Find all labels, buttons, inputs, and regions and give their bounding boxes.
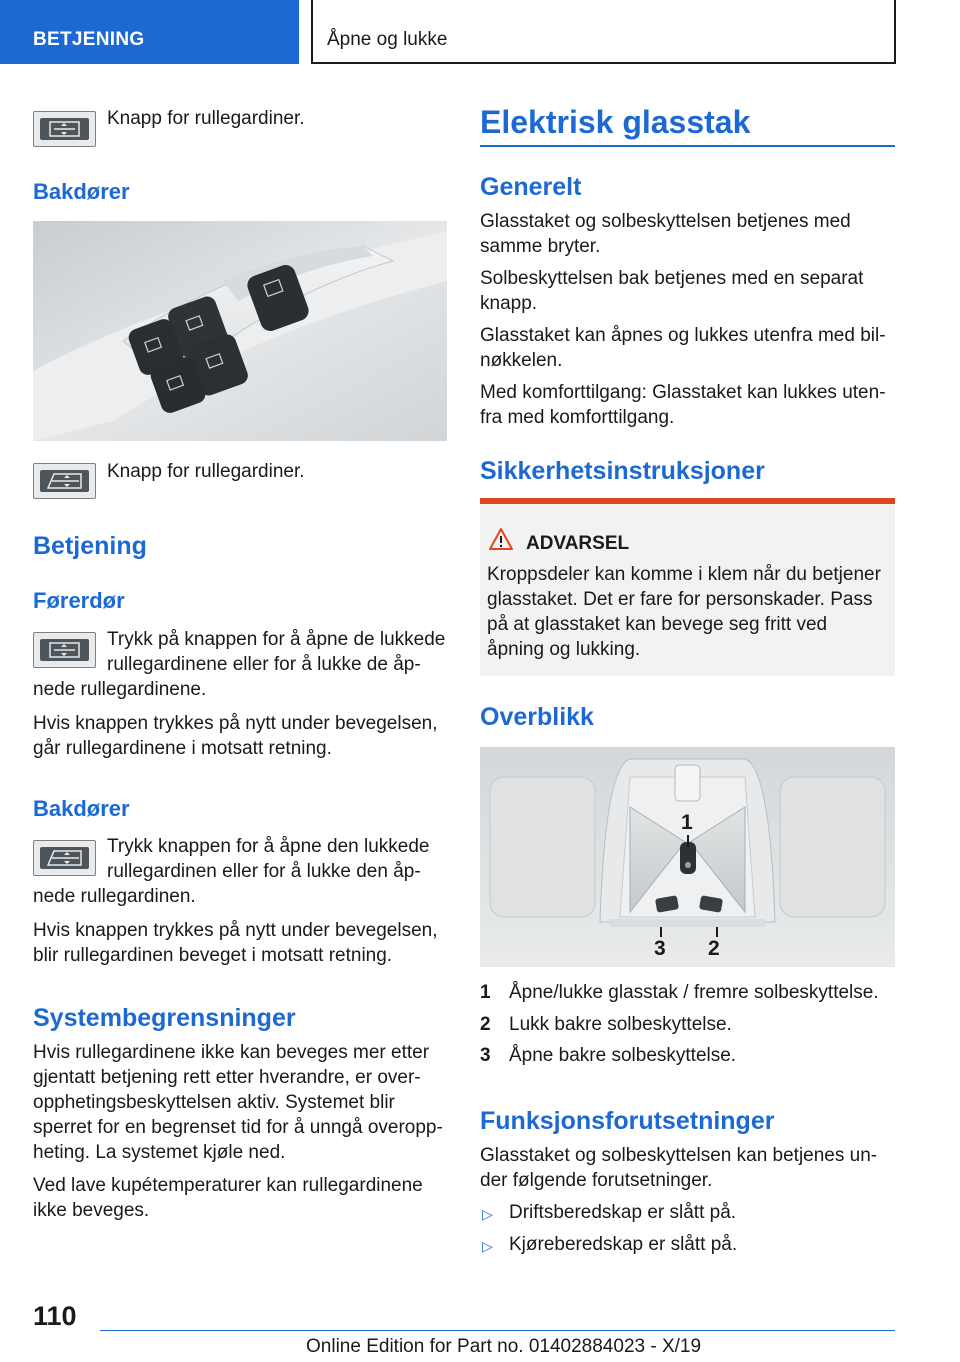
list-item: Lukk bakre solbeskyttelse. [509,1014,732,1035]
bullet-icon: ▷ [482,1206,493,1222]
page-number: 110 [33,1301,77,1331]
chapter-title: Åpne og lukke [327,29,448,50]
footer-edition: Online Edition for Part no. 01402884023 - X/19 [306,1336,702,1357]
bullet-item: Driftsberedskap er slått på. [509,1202,737,1223]
rear-door-blind-button-icon [33,463,96,499]
list-item: Åpne/lukke glasstak / fremre solbeskyttelse. [509,982,879,1003]
caption-rear-door-blind-button: Knapp for rullegardiner. [107,461,305,482]
general-text-3: Glasstaket kan åpnes og lukkes utenfra med bilnøkkelen. [480,325,886,371]
bullet-item: Kjøreberedskap er slått på. [509,1234,738,1255]
roof-console-photo [480,747,895,967]
heading-funksjonsforutsetninger: Funksjonsforutsetninger [480,1107,775,1135]
figure-label-1: 1 [681,811,693,834]
list-number: 2 [480,1014,491,1035]
general-text-4: Med komforttilgang: Glasstaket kan lukkes utenfra med komforttilgang. [480,382,886,428]
figure-label-2: 2 [708,937,720,960]
requirements-text: Glasstaket og solbeskyttelsen kan betjenes under følgende forutsetninger. [480,1145,878,1191]
heading-generelt: Generelt [480,173,582,201]
driver-blind-button-icon [33,632,96,668]
warning-title: ADVARSEL [526,533,630,554]
section-title: BETJENING [33,29,145,50]
list-item: Åpne bakre solbeskyttelse. [509,1045,737,1066]
heading-systembegrensninger: Systembegrensninger [33,1004,296,1032]
list-number: 3 [480,1045,491,1066]
rear-blind-button-icon [33,111,96,147]
rear-door-switch-photo [33,221,447,441]
warning-triangle-icon [488,527,514,551]
driver-door-text: Trykk på knappen for å åpne de lukkede rullegardinene eller for å lukke de åp- [107,629,446,675]
general-text-2: Solbeskyttelsen bak betjenes med en separat knapp. [480,268,864,314]
rear-door-blind-button-icon-2 [33,840,96,876]
heading-overblikk: Overblikk [480,703,594,731]
driver-door-note: Hvis knappen trykkes på nytt under bevegelsen, går rullegardinene i motsatt retning. [33,713,438,759]
bullet-icon: ▷ [482,1238,493,1254]
list-number: 1 [480,982,491,1003]
rear-door-text: Trykk knappen for å åpne den lukkede rullegardinen eller for å lukke den åp- [107,836,430,882]
caption-rear-blind-button: Knapp for rullegardiner. [107,108,305,129]
warning-text: Kroppsdeler kan komme i klem når du betjener glasstaket. Det er fare for personskader. Pass på at glasstaket kan bevege seg fritt ved åpning og lukking. [487,564,881,660]
rear-door-note: Hvis knappen trykkes på nytt under bevegelsen, blir rullegardinen beveget i motsatt retning. [33,920,438,966]
chapter-tab [311,0,896,64]
heading-sikkerhetsinstruksjoner: Sikkerhetsinstruksjoner [480,457,765,485]
system-limits-note: Ved lave kupétemperaturer kan rullegardinene ikke beveges. [33,1175,423,1221]
footer-rule [100,1330,895,1331]
heading-betjening: Betjening [33,532,147,560]
figure-label-3: 3 [654,937,666,960]
heading-bakdorer: Bakdører [33,179,130,204]
warning-box [480,498,895,676]
heading-bakdorer-2: Bakdører [33,796,130,821]
general-text-1: Glasstaket og solbeskyttelsen betjenes med samme bryter. [480,211,851,257]
heading-elektrisk-glasstak: Elektrisk glasstak [480,104,751,140]
heading-forerdor: Førerdør [33,588,125,613]
rear-door-text-cont: nede rullegardinen. [33,886,196,907]
system-limits-text: Hvis rullegardinene ikke kan beveges mer etter gjentatt betjening rett etter hverandre, er overopphetingsbeskyttelsen aktiv. Systemet blir sperret for en begrenset tid for å unngå overoppheting. La systemet kjøle ned. [33,1042,443,1163]
heading-rule [480,145,895,147]
driver-door-text-cont: nede rullegardinene. [33,679,207,700]
section-tab [0,0,299,64]
